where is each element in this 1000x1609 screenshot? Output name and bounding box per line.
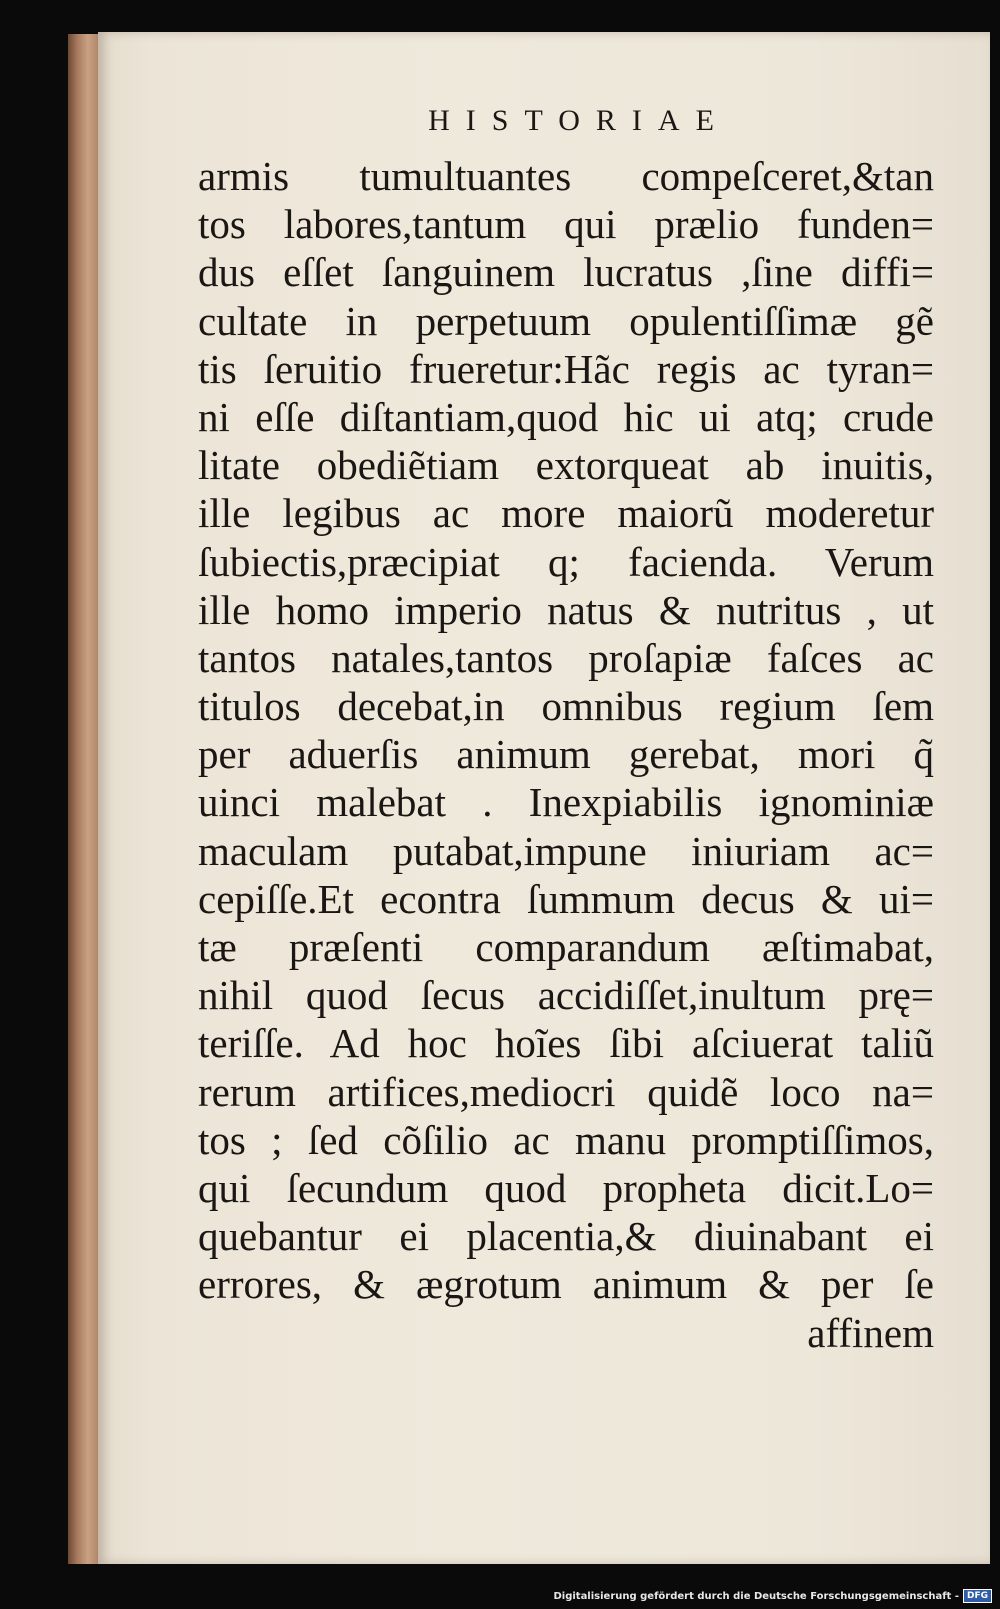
text-line: tæ præſenti comparandum æſtimabat, xyxy=(198,924,934,970)
text-line: errores, & ægrotum animum & per ſe xyxy=(198,1261,934,1308)
credit-text: Digitalisierung gefördert durch die Deutsche Forschungsgemeinschaft - xyxy=(553,1590,959,1602)
digitization-credit xyxy=(553,1589,992,1603)
text-line: ille legibus ac more maiorũ moderetur xyxy=(198,490,934,537)
text-line: titulos decebat,in omnibus regium ſem xyxy=(198,683,934,730)
dfg-logo: DFG xyxy=(963,1589,992,1603)
text-line: maculam putabat,impune iniuriam ac= xyxy=(198,827,934,874)
text-line: qui ſecundum quod propheta dicit.Lo= xyxy=(198,1164,934,1211)
text-line: ni eſſe diſtantiam,quod hic ui atq; crude xyxy=(198,393,934,440)
text-line: per aduerſis animum gerebat, mori q̃ xyxy=(198,731,934,778)
text-line: litate obediẽtiam extorqueat ab inuitis, xyxy=(198,442,934,489)
body-text xyxy=(198,152,934,1357)
text-line: rerum artifices,mediocri quidẽ loco na= xyxy=(198,1068,934,1115)
text-line: cultate in perpetuum opulentiſſimæ gẽ xyxy=(198,297,934,344)
text-line: tantos natales,tantos proſapiæ faſces ac xyxy=(198,634,934,681)
text-line: quebantur ei placentia,& diuinabant ei xyxy=(198,1213,934,1260)
text-line: affinem xyxy=(807,1309,934,1356)
text-line: tis ſeruitio frueretur:Hãc regis ac tyran= xyxy=(198,345,934,392)
text-line: cepiſſe.Et econtra ſummum decus & ui= xyxy=(198,875,934,922)
text-line: teriſſe. Ad hoc hoĩes ſibi aſciuerat taliũ xyxy=(198,1020,934,1067)
book-page xyxy=(98,32,990,1564)
text-line: uinci malebat . Inexpiabilis ignominiæ xyxy=(198,779,934,826)
text-line: tos labores,tantum qui prælio funden= xyxy=(198,201,934,248)
text-line: nihil quod ſecus accidiſſet,inultum prę= xyxy=(198,972,934,1019)
running-head: HISTORIAE xyxy=(428,104,730,137)
text-line: dus eſſet ſanguinem lucratus ,ſine diffi= xyxy=(198,249,934,296)
text-line: ille homo imperio natus & nutritus , ut xyxy=(198,586,934,633)
text-line: armis tumultuantes compeſceret,&tan xyxy=(198,153,934,199)
text-line: ſubiectis,præcipiat q; facienda. Verum xyxy=(198,538,934,585)
text-line: tos ; ſed cõſilio ac manu promptiſſimos, xyxy=(198,1116,934,1163)
